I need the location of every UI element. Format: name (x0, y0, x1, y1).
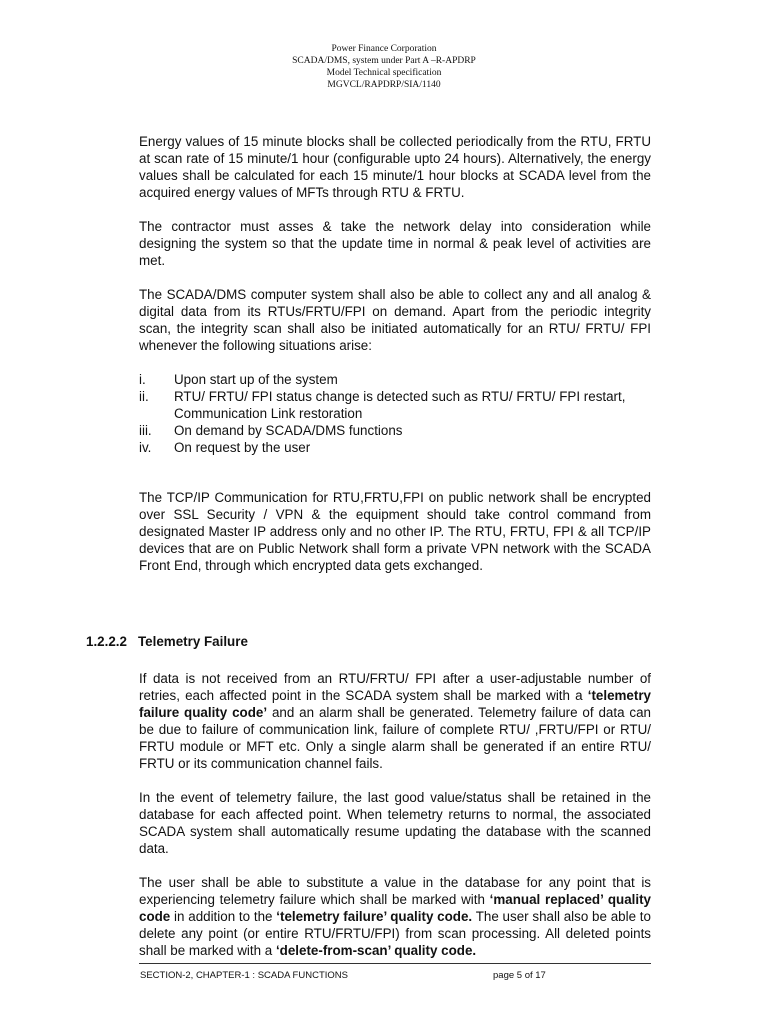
situations-list (139, 371, 651, 456)
list-item-text: On request by the user (174, 440, 311, 455)
text-run: in addition to the (170, 909, 277, 924)
bold-text-run: ‘delete-from-scan’ quality code. (275, 943, 477, 958)
list-item-number: iv. (139, 440, 152, 455)
text-run: The user shall be able to substitute a value in the database for any point that is experiencing telemetry failure which shall be marked with (139, 875, 651, 907)
text-run: The user shall also be able to delete any point (or entire RTU/FRTU/FPI) from scan processing. All deleted points shall be marked with a (139, 909, 651, 958)
bold-text-run: ‘telemetry failure’ quality code. (276, 909, 473, 924)
list-item-number: iii. (139, 423, 152, 438)
section-heading (86, 633, 248, 650)
list-item (139, 422, 651, 439)
list-item-number: ii. (139, 389, 149, 404)
header-reference: MGVCL/RAPDRP/SIA/1140 (327, 80, 441, 90)
list-item-text: Upon start up of the system (174, 372, 338, 387)
paragraph-energy-values: Energy values of 15 minute blocks shall be collected periodically from the RTU, FRTU at scan rate of 15 minute/1 hour (configurable upto 24 hours). Alternatively, the energy values shall be calculated for each 15 minute/1 hour blocks at SCADA level from the acquired energy values of MFTs through RTU & FRTU. (139, 134, 651, 200)
list-item-text: On demand by SCADA/DMS functions (174, 423, 403, 438)
footer-section-label: SECTION-2, CHAPTER-1 : SCADA FUNCTIONS (140, 970, 348, 981)
page-header (0, 43, 768, 91)
text-run: and an alarm shall be generated. Telemetry failure of data can be due to failure of communication link, failure of complete RTU/ ,FRTU/FPI or RTU/ FRTU module or MFT etc. Only a single alarm shall be generated if an entire RTU/ FRTU or its communication channel fails. (139, 705, 651, 771)
section-number: 1.2.2.2 (86, 634, 127, 649)
section-title: Telemetry Failure (138, 634, 248, 649)
body-text (139, 133, 651, 574)
paragraph-tcp-ip: The TCP/IP Communication for RTU,FRTU,FPI on public network shall be encrypted over SSL Security / VPN & the equipment should take control command from designated Master IP address only and no other IP. The RTU, FRTU, FPI & all TCP/IP devices that are on Public Network shall form a private VPN network with the SCADA Front End, through which encrypted data gets exchanged. (139, 490, 651, 573)
header-document-type: Model Technical specification (326, 68, 442, 78)
list-item-number: i. (139, 372, 146, 387)
section-body (139, 670, 651, 959)
text-run: If data is not received from an RTU/FRTU/ FPI after a user-adjustable number of retries, each affected point in the SCADA system shall be marked with a (139, 671, 651, 703)
list-item-text: RTU/ FRTU/ FPI status change is detected such as RTU/ FRTU/ FPI restart, Communication Link restoration (174, 389, 626, 421)
paragraph-telemetry-failure (139, 670, 651, 772)
header-organization: Power Finance Corporation (331, 44, 437, 54)
bold-text-run: ‘telemetry failure quality code’ (139, 688, 651, 720)
bold-text-run: ‘manual replaced’ quality code (139, 892, 651, 924)
paragraph-last-good-value: In the event of telemetry failure, the last good value/status shall be retained in the database for each affected point. When telemetry returns to normal, the associated SCADA system shall automatically resume updating the database with the scanned data. (139, 790, 651, 856)
list-item (139, 388, 651, 422)
paragraph-collect-data: The SCADA/DMS computer system shall also be able to collect any and all analog & digital data from its RTUs/FRTU/FPI on demand. Apart from the periodic integrity scan, the integrity scan shall also be initiated automatically for an RTU/ FRTU/ FPI whenever the following situations arise: (139, 287, 651, 353)
list-item (139, 371, 651, 388)
list-item (139, 439, 651, 456)
paragraph-substitute-value (139, 874, 651, 959)
header-project: SCADA/DMS, system under Part A –R-APDRP (292, 56, 476, 66)
paragraph-network-delay: The contractor must asses & take the network delay into consideration while designing the system so that the update time in normal & peak level of activities are met. (139, 219, 651, 268)
footer-divider (139, 963, 651, 964)
footer-page-number: page 5 of 17 (493, 970, 546, 981)
